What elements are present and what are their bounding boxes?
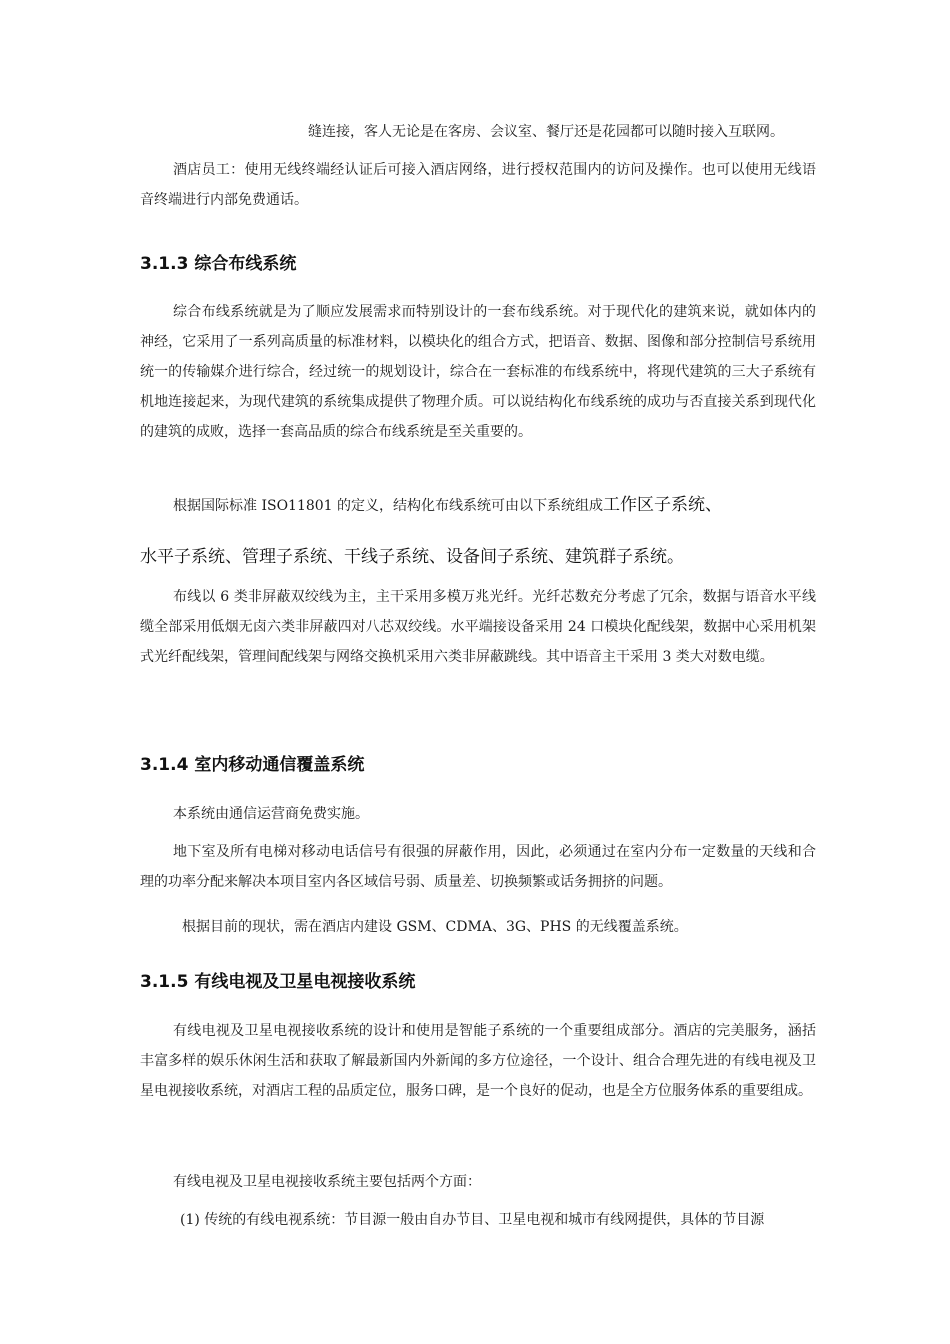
- tv-paragraph-1: 有线电视及卫星电视接收系统的设计和使用是智能子系统的一个重要组成部分。酒店的完美服务，涵括丰富多样的娱乐休闲生活和获取了解最新国内外新闻的多方位途径，一个设计、组合合理先进的有线电视及卫星电视接收系统，对酒店工程的品质定位，服务口碑，是一个良好的促动，也是全方位服务体系的重要组成。: [140, 1023, 816, 1099]
- section-heading-3-1-3: 3.1.3 综合布线系统: [140, 254, 297, 274]
- mobile-paragraph-2: 地下室及所有电梯对移动电话信号有很强的屏蔽作用，因此，必须通过在室内分布一定数量的天线和合理的功率分配来解决本项目室内各区域信号弱、质量差、切换频繁或话务拥挤的问题。: [140, 844, 816, 890]
- cabling-detail-paragraph: 布线以 6 类非屏蔽双绞线为主，主干采用多模万兆光纤。光纤芯数充分考虑了冗余，数据与语音水平线缆全部采用低烟无卤六类非屏蔽四对八芯双绞线。水平端接设备采用 24 口模块化配线架，数据中心采用机架式光纤配线架，管理间配线架与网络交换机采用六类非屏蔽跳线。其中语音主干采用 3 类大对数电缆。: [140, 589, 816, 665]
- tv-paragraph-2: 有线电视及卫星电视接收系统主要包括两个方面：: [173, 1174, 481, 1190]
- continued-paragraph: 缝连接，客人无论是在客房、会议室、餐厅还是花园都可以随时接入互联网。: [308, 124, 784, 140]
- mobile-paragraph-3: 根据目前的现状，需在酒店内建设 GSM、CDMA、3G、PHS 的无线覆盖系统。: [182, 919, 688, 935]
- iso-intro-text: 根据国际标准 ISO11801 的定义，结构化布线系统可由以下系统组成: [173, 498, 604, 514]
- mobile-paragraph-1: 本系统由通信运营商免费实施。: [173, 806, 369, 822]
- staff-paragraph: 酒店员工：使用无线终端经认证后可接入酒店网络，进行授权范围内的访问及操作。也可以使用无线语音终端进行内部免费通话。: [140, 162, 816, 208]
- section-heading-3-1-4: 3.1.4 室内移动通信覆盖系统: [140, 755, 365, 775]
- section-heading-3-1-5: 3.1.5 有线电视及卫星电视接收系统: [140, 972, 416, 992]
- iso-standard-paragraph: [140, 490, 840, 521]
- iso-subsystem-emphasis: 工作区子系统、: [603, 495, 723, 515]
- tv-paragraph-3: (1) 传统的有线电视系统：节目源一般由自办节目、卫星电视和城市有线网提供，具体的节目源: [180, 1212, 765, 1228]
- iso-subsystem-list: 水平子系统、管理子系统、干线子系统、设备间子系统、建筑群子系统。: [140, 547, 684, 567]
- cabling-intro-paragraph: 综合布线系统就是为了顺应发展需求而特别设计的一套布线系统。对于现代化的建筑来说，就如体内的神经，它采用了一系列高质量的标准材料，以模块化的组合方式，把语音、数据、图像和部分控制信号系统用统一的传输媒介进行综合，经过统一的规划设计，综合在一套标准的布线系统中，将现代建筑的三大子系统有机地连接起来，为现代建筑的系统集成提供了物理介质。可以说结构化布线系统的成功与否直接关系到现代化的建筑的成败，选择一套高品质的综合布线系统是至关重要的。: [140, 304, 816, 440]
